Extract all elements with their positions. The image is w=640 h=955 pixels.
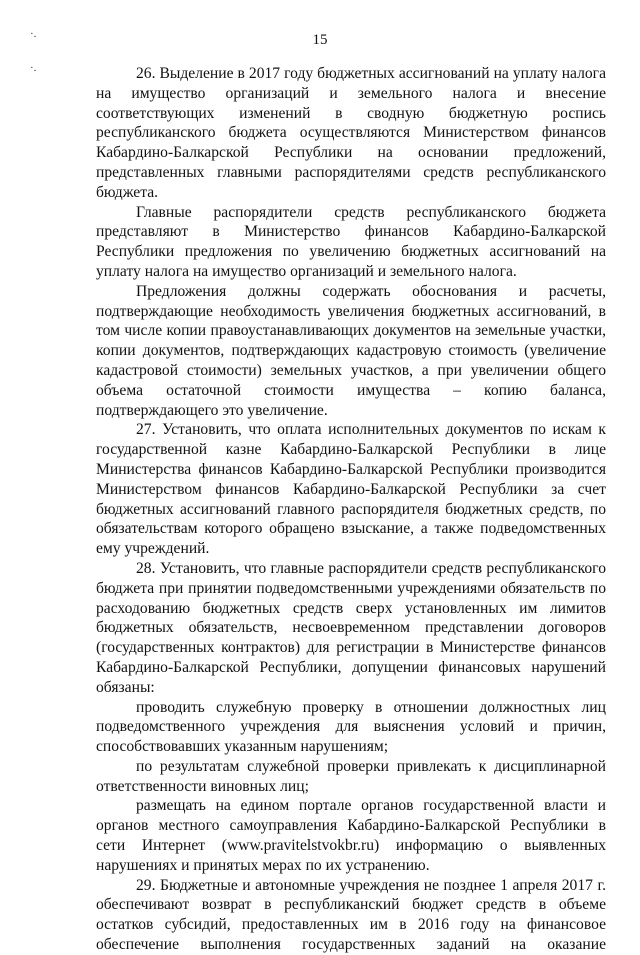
margin-mark: ·. (30, 62, 37, 74)
paragraph-29: 29. Бюджетные и автономные учреждения не позднее 1 апреля 2017 г. обеспечивают возврат в республиканский бюджет средств в объеме остатков субсидий, предоставленных им в 2016 году на финансовое обеспечение выполнения государственных заданий на оказание (96, 876, 606, 954)
paragraph-proposals: Предложения должны содержать обоснования и расчеты, подтверждающие необходимость увеличения бюджетных ассигнований, в том числе копии правоустанавливающих документов на земельные участки, копии документов, подтверждающих кадастровую стоимость (увеличение кадастровой стоимости) земельных участков, а при увеличении общего объема остаточной стоимости имущества – копию баланса, подтверждающего это увеличение. (96, 282, 606, 419)
paragraph-inspection: проводить служебную проверку в отношении должностных лиц подведомственного учреждения для выяснения условий и причин, способствовавших указанным нарушениям; (96, 698, 606, 756)
paragraph-28: 28. Установить, что главные распорядители средств республиканского бюджета при принятии подведомственными учреждениями обязательств по расходованию бюджетных средств сверх установленных им лимитов бюджетных обязательств, несвоевременном представлении договоров (государственных контрактов) для регистрации в Министерстве финансов Кабардино-Балкарской Республики, допущении финансовых нарушений обязаны: (96, 559, 606, 696)
paragraph-publish: размещать на едином портале органов государственной власти и органов местного самоуправления Кабардино-Балкарской Республики в сети Интернет (www.pravitelstvokbr.ru) информацию о выявленных нарушениях и принятых мерах по их устранению. (96, 797, 606, 874)
margin-mark: ·. (30, 28, 37, 40)
paragraph-main-distributors: Главные распорядители средств республиканского бюджета представляют в Министерство финансов Кабардино-Балкарской Республики предложения по увеличению бюджетных ассигнований на уплату налога на имущество организаций и земельного налога. (96, 203, 606, 280)
paragraph-26: 26. Выделение в 2017 году бюджетных ассигнований на уплату налога на имущество организаций и земельного налога и внесение соответствующих изменений в сводную бюджетную роспись республиканского бюджета осуществляются Министерством финансов Кабардино-Балкарской Республики на основании предложений, представленных главными распорядителями средств республиканского бюджета. (96, 65, 606, 201)
paragraph-disciplinary: по результатам служебной проверки привлекать к дисциплинарной ответственности виновных лиц; (96, 757, 606, 795)
paragraph-27: 27. Установить, что оплата исполнительных документов по искам к государственной казне Кабардино-Балкарской Республики в лице Министерства финансов Кабардино-Балкарской Республики производится Министерством финансов Кабардино-Балкарской Республики за счет бюджетных ассигнований главного распорядителя бюджетных средств, по обязательствам которого обращено взыскание, а также подведомственных ему учреждений. (96, 421, 606, 558)
page-number: 15 (312, 32, 328, 48)
document-body (96, 64, 606, 955)
